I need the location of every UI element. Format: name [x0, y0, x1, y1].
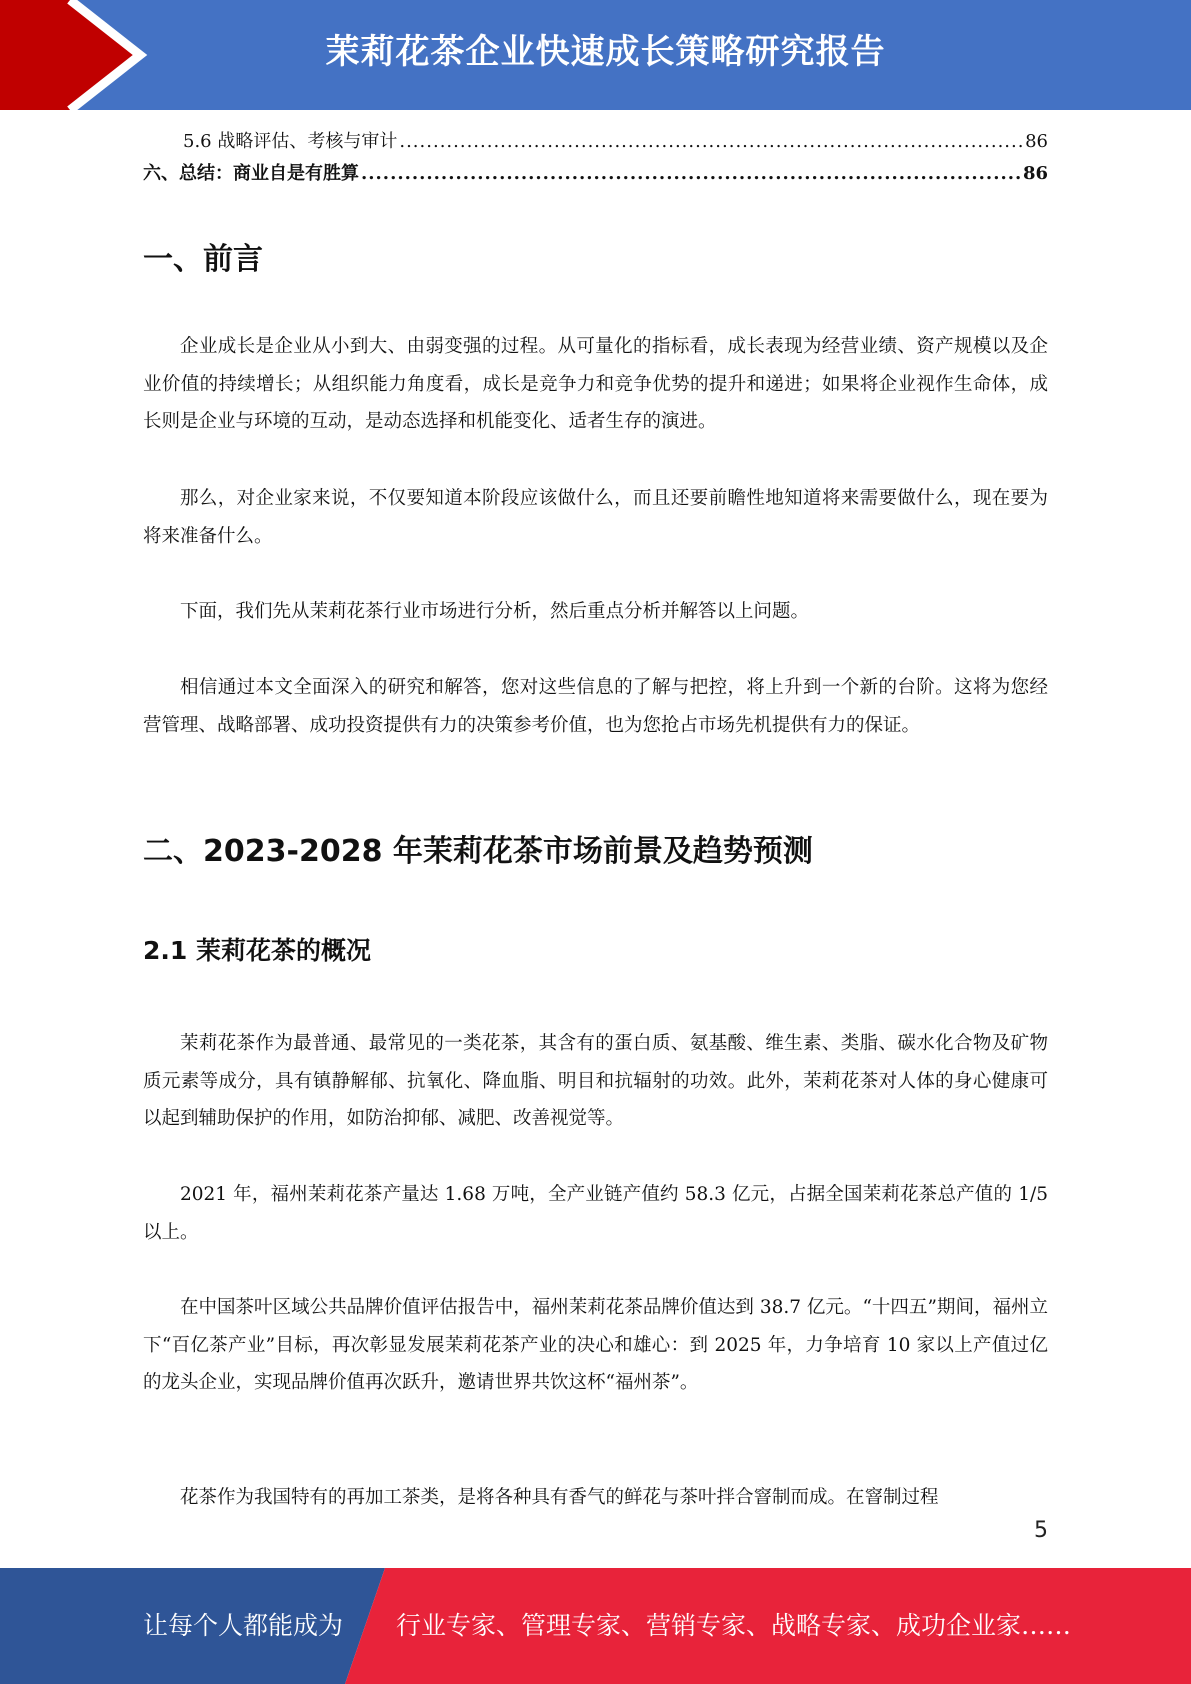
toc-entry[interactable] [143, 126, 1048, 158]
footer-slogan-right: 行业专家、管理专家、营销专家、战略专家、成功企业家…… [396, 1611, 1072, 1640]
toc-entry-page: 86 [1025, 131, 1048, 152]
section-heading-preface: 一、前言 [143, 242, 263, 277]
header-title: 茉莉花茶企业快速成长策略研究报告 [325, 32, 886, 72]
paragraph: 茉莉花茶作为最普通、最常见的一类花茶，其含有的蛋白质、氨基酸、维生素、类脂、碳水化合物及矿物质元素等成分，具有镇静解郁、抗氧化、降血脂、明目和抗辐射的功效。此外，茉莉花茶对人体的身心健康可以起到辅助保护的作用，如防治抑郁、减肥、改善视觉等。 [143, 1033, 1048, 1129]
paragraph: 企业成长是企业从小到大、由弱变强的过程。从可量化的指标看，成长表现为经营业绩、资产规模以及企业价值的持续增长；从组织能力角度看，成长是竞争力和竞争优势的提升和递进；如果将企业视作生命体，成长则是企业与环境的互动，是动态选择和机能变化、适者生存的演进。 [143, 336, 1048, 432]
toc-leader-dots [361, 158, 1021, 190]
toc-entry[interactable] [143, 158, 1048, 190]
toc-entry-label: 六、总结：商业自是有胜算 [143, 163, 359, 184]
page-number: 5 [1034, 1518, 1048, 1543]
subsection-heading-overview: 2.1 茉莉花茶的概况 [143, 936, 371, 965]
paragraph: 在中国茶叶区域公共品牌价值评估报告中，福州茉莉花茶品牌价值达到 38.7 亿元。“十四五”期间，福州立下“百亿茶产业”目标，再次彰显发展茉莉花茶产业的决心和雄心：到 2025 年，力争培育 10 家以上产值过亿的龙头企业，实现品牌价值再次跃升，邀请世界共饮这杯“福州茶”。 [143, 1297, 1048, 1393]
paragraph: 那么，对企业家来说，不仅要知道本阶段应该做什么，而且还要前瞻性地知道将来需要做什么，现在要为将来准备什么。 [143, 488, 1048, 547]
paragraph: 相信通过本文全面深入的研究和解答，您对这些信息的了解与把控，将上升到一个新的台阶。这将为您经营管理、战略部署、成功投资提供有力的决策参考价值，也为您抢占市场先机提供有力的保证。 [143, 677, 1048, 736]
main-content [143, 126, 1048, 1508]
toc-leader-dots [399, 126, 1023, 158]
paragraph: 花茶作为我国特有的再加工茶类，是将各种具有香气的鲜花与茶叶拌合窨制而成。在窨制过程 [180, 1487, 939, 1508]
paragraph: 下面，我们先从茉莉花茶行业市场进行分析，然后重点分析并解答以上问题。 [180, 601, 810, 622]
paragraph: 2021 年，福州茉莉花茶产量达 1.68 万吨，全产业链产值约 58.3 亿元，占据全国茉莉花茶总产值的 1/5 以上。 [143, 1184, 1048, 1243]
footer-slogan-left: 让每个人都能成为 [143, 1611, 344, 1640]
section-heading-market-outlook: 二、2023-2028 年茉莉花茶市场前景及趋势预测 [143, 834, 813, 869]
toc-entry-page: 86 [1022, 163, 1048, 184]
toc-entry-label: 5.6 战略评估、考核与审计 [183, 131, 398, 152]
